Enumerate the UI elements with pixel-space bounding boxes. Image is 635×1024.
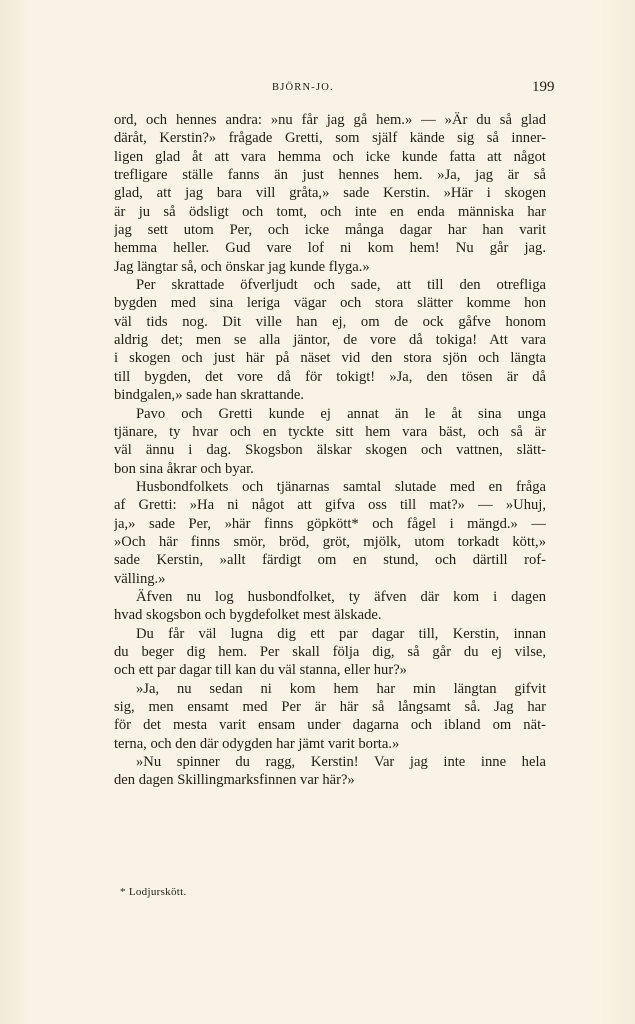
running-title: BJÖRN-JO.: [272, 82, 334, 93]
text-line: trefligare ställe fanns än just hennes hem. »Ja, jag är så: [114, 167, 546, 184]
text-line: hemma heller. Gud vare lof ni kom hem! Nu går jag.: [114, 240, 546, 257]
body-text: [114, 111, 546, 790]
text-line: Per skrattade öfverljudt och sade, att till den otrefliga: [136, 277, 546, 294]
page-number: 199: [532, 79, 555, 95]
text-line: Pavo och Gretti kunde ej annat än le åt sina unga: [136, 405, 546, 422]
text-line: för det mesta varit ensam under dagarna och ibland om nät-: [114, 717, 546, 734]
text-line: Äfven nu log husbondfolket, ty äfven där kom i dagen: [136, 588, 546, 605]
text-line: du beger dig hem. Per skall följa dig, så går du ej vilse,: [114, 643, 546, 660]
text-line: sig, men ensamt med Per är här så långsamt så. Jag har: [114, 699, 546, 715]
text-line: och ett par dagar till kan du väl stanna, eller hur?»: [114, 662, 407, 679]
text-line: bon sina åkrar och byar.: [114, 460, 254, 477]
text-line: jag sett utom Per, och icke många dagar har han varit: [114, 222, 546, 239]
text-line: hvad skogsbon och bygdefolket mest älskade.: [114, 607, 382, 624]
text-line: Du får väl lugna dig ett par dagar till, Kerstin, innan: [136, 625, 546, 642]
text-line: däråt, Kerstin?» frågade Gretti, som själf kände sig så inner-: [114, 130, 546, 147]
text-line: väl tids nog. Dit ville han ej, om de ock gåfve honom: [114, 313, 546, 330]
text-line: bygden med sina leriga vägar och stora slätter komme hon: [114, 295, 546, 312]
text-line: ord, och hennes andra: »nu får jag gå hem.» — »Är du så glad: [114, 112, 546, 128]
text-line: »Ja, nu sedan ni kom hem har min längtan gifvit: [136, 680, 546, 697]
text-line: Jag längtar så, och önskar jag kunde flyga.»: [114, 258, 370, 275]
text-line: tjänare, ty hvar och en tyckte sitt hem vara bäst, och så är: [114, 423, 546, 440]
text-line: välling.»: [114, 570, 166, 587]
running-head: [0, 79, 635, 102]
text-line: »Och här finns smör, bröd, gröt, mjölk, utom torkadt kött,»: [114, 533, 546, 550]
text-line: terna, och den där odygden har jämt varit borta.»: [114, 735, 400, 752]
footnote: * Lodjurskött.: [120, 886, 187, 898]
text-line: aldrig det; men se alla jäntor, de vore då tokiga! Att vara: [114, 332, 546, 349]
text-line: sade Kerstin, »allt färdigt om en stund, och därtill rof-: [114, 552, 546, 569]
text-line: den dagen Skillingmarksfinnen var här?»: [114, 772, 355, 789]
text-line: ligen glad åt att vara hemma och icke kunde fatta att något: [114, 148, 546, 165]
text-line: väl ännu i dag. Skogsbon älskar skogen och vattnen, slätt-: [114, 442, 546, 459]
text-line: ja,» sade Per, »här finns göpkött* och fågel i mängd.» —: [114, 515, 546, 532]
text-line: Husbondfolkets och tjänarnas samtal slutade med en fråga: [136, 478, 546, 495]
text-line: af Gretti: »Ha ni något att gifva oss till mat?» — »Uhuj,: [114, 497, 546, 514]
text-line: i skogen och just här på näset vid den stora sjön och längta: [114, 350, 546, 367]
text-line: är ju så ödsligt och tomt, och inte en enda människa har: [114, 203, 546, 220]
text-line: till bygden, det vore då för tokigt! »Ja, den tösen är då: [114, 368, 546, 385]
text-line: bindgalen,» sade han skrattande.: [114, 387, 305, 404]
text-line: »Nu spinner du ragg, Kerstin! Var jag inte inne hela: [136, 754, 546, 771]
text-line: glad, att jag bara vill gråta,» sade Kerstin. »Här i skogen: [114, 185, 546, 202]
